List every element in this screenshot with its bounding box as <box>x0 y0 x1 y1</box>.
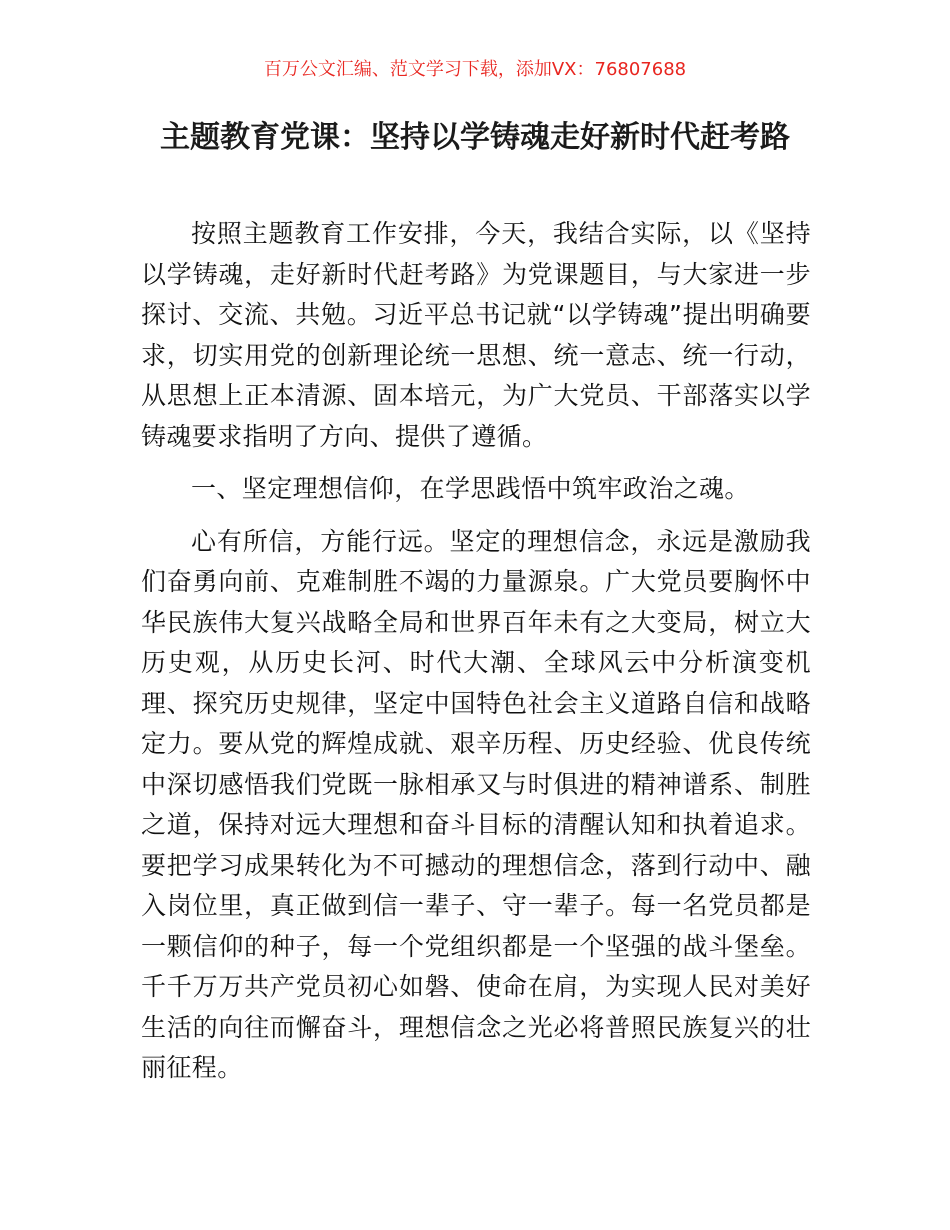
section-heading-1: 一、坚定理想信仰，在学思践悟中筑牢政治之魂。 <box>191 474 750 503</box>
paragraph-intro: 按照主题教育工作安排，今天，我结合实际，以《坚持以学铸魂，走好新时代赶考路》为党课题目，与大家进一步探讨、交流、共勉。习近平总书记就“以学铸魂”提出明确要求，切实用党的创新理论统一思想、统一意志、统一行动，从思想上正本清源、固本培元，为广大党员、干部落实以学铸魂要求指明了方向、提供了遵循。 <box>141 219 811 451</box>
document-title: 主题教育党课：坚持以学铸魂走好新时代赶考路 <box>160 120 790 155</box>
paragraph-section-1: 心有所信，方能行远。坚定的理想信念，永远是激励我们奋勇向前、克难制胜不竭的力量源泉。广大党员要胸怀中华民族伟大复兴战略全局和世界百年未有之大变局，树立大历史观，从历史长河、时代大潮、全球风云中分析演变机理、探究历史规律，坚定中国特色社会主义道路自信和战略定力。要从党的辉煌成就、艰辛历程、历史经验、优良传统中深切感悟我们党既一脉相承又与时俱进的精神谱系、制胜之道，保持对远大理想和奋斗目标的清醒认知和执着追求。要把学习成果转化为不可撼动的理想信念，落到行动中、融入岗位里，真正做到信一辈子、守一辈子。每一名党员都是一颗信仰的种子，每一个党组织都是一个坚强的战斗堡垒。千千万万共产党员初心如磐、使命在肩，为实现人民对美好生活的向往而懈奋斗，理想信念之光必将普照民族复兴的壮丽征程。 <box>141 526 811 1082</box>
document-body <box>141 214 811 1089</box>
header-banner: 百万公文汇编、范文学习下载，添加VX：76807688 <box>263 59 687 80</box>
